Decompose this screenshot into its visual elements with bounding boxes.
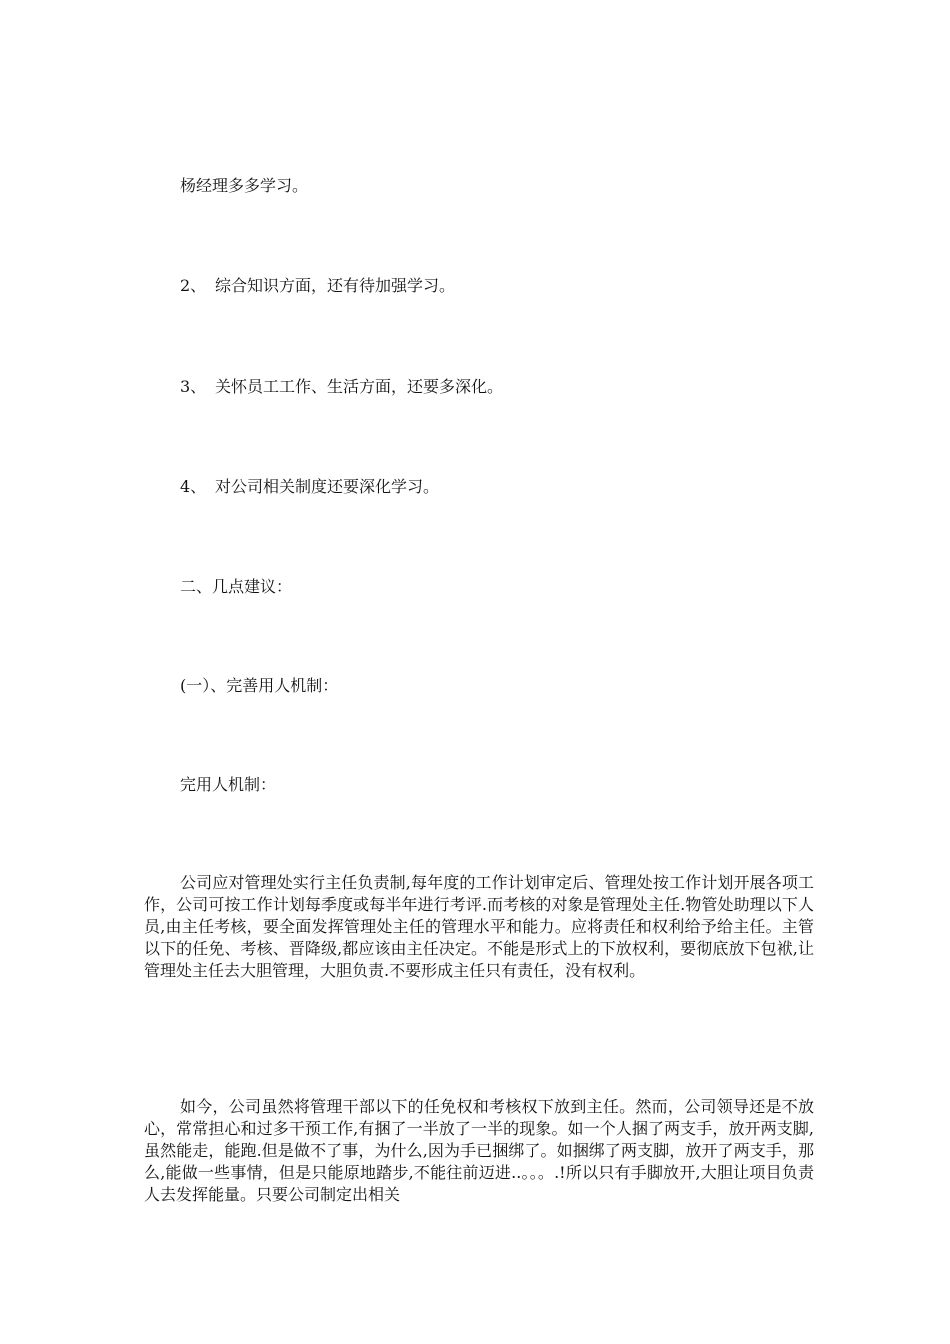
list-item-number: 2、 — [180, 276, 207, 295]
body-paragraph: 如今，公司虽然将管理干部以下的任免权和考核权下放到主任。然而，公司领导还是不放心，常常担心和过多干预工作,有捆了一半放了一半的现象。如一个人捆了两支手，放开两支脚,虽然能走，能跑.但是做不了事，为什么,因为手已捆绑了。如捆绑了两支脚，放开了两支手，那么,能做一些事情，但是只能原地踏步,不能往前迈进..。。。.!所以只有手脚放开,大胆让项目负责人去发挥能量。只要公司制定出相关 — [144, 1097, 814, 1204]
list-item-number: 3、 — [180, 377, 207, 396]
list-item — [180, 276, 455, 296]
body-paragraph: 公司应对管理处实行主任负责制,每年度的工作计划审定后、管理处按工作计划开展各项工作，公司可按工作计划每季度或每半年进行考评.而考核的对象是管理处主任.物管处助理以下人员,由主任考核，要全面发挥管理处主任的管理水平和能力。应将责任和权利给予给主任。主管以下的任免、考核、晋降级,都应该由主任决定。不能是形式上的下放权利，要彻底放下包袱,让管理处主任去大胆管理，大胆负责.不要形成主任只有责任，没有权利。 — [144, 873, 814, 980]
list-item-text: 关怀员工工作、生活方面，还要多深化。 — [215, 377, 504, 396]
list-item — [180, 477, 439, 497]
section-heading: 二、几点建议： — [180, 577, 293, 596]
subsection-heading: (一）、完善用人机制： — [180, 676, 339, 695]
list-item-text: 对公司相关制度还要深化学习。 — [215, 477, 440, 496]
list-item-number: 4、 — [180, 477, 207, 496]
subheading: 完用人机制： — [180, 775, 277, 794]
list-item-text: 综合知识方面，还有待加强学习。 — [215, 276, 456, 295]
list-item — [180, 377, 503, 397]
text-line-intro: 杨经理多多学习。 — [180, 176, 309, 195]
